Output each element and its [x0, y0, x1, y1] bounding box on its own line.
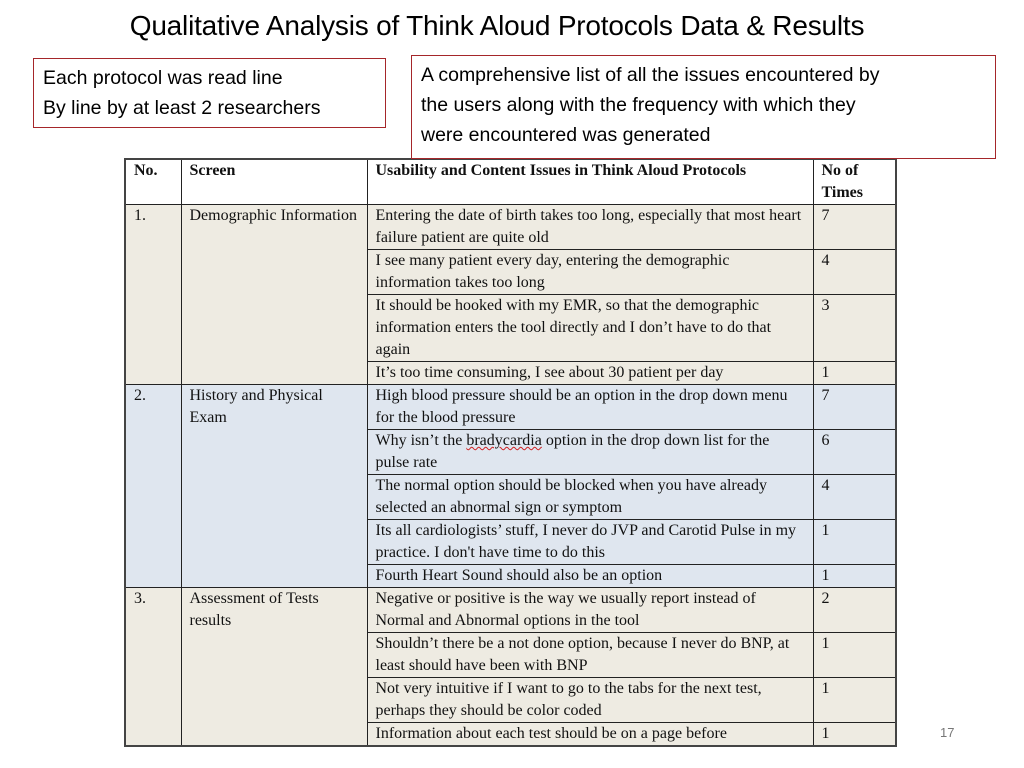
- cell-times: 4: [813, 475, 896, 520]
- cell-no: 3.: [125, 588, 181, 747]
- header-screen: Screen: [181, 159, 367, 205]
- usability-issues-table: [124, 158, 897, 747]
- cell-issue: Why isn’t the bradycardia option in the drop down list for the pulse rate: [367, 430, 813, 475]
- cell-issue: It’s too time consuming, I see about 30 patient per day: [367, 362, 813, 385]
- cell-times: 1: [813, 362, 896, 385]
- cell-times: 1: [813, 520, 896, 565]
- table-header-row: [125, 159, 896, 205]
- header-no: No.: [125, 159, 181, 205]
- slide-title: Qualitative Analysis of Think Aloud Protocols Data & Results: [129, 10, 865, 41]
- cell-times: 1: [813, 565, 896, 588]
- cell-issue: I see many patient every day, entering the demographic information takes too long: [367, 250, 813, 295]
- callout-line: the users along with the frequency with which they: [421, 94, 856, 116]
- spellcheck-word: bradycardia: [466, 432, 542, 449]
- cell-screen: History and Physical Exam: [181, 385, 367, 588]
- cell-times: 4: [813, 250, 896, 295]
- cell-times: 1: [813, 633, 896, 678]
- cell-issue: The normal option should be blocked when you have already selected an abnormal sign or symptom: [367, 475, 813, 520]
- cell-issue: Shouldn’t there be a not done option, because I never do BNP, at least should have been with BNP: [367, 633, 813, 678]
- cell-issue: Not very intuitive if I want to go to the tabs for the next test, perhaps they should be color coded: [367, 678, 813, 723]
- cell-issue: High blood pressure should be an option in the drop down menu for the blood pressure: [367, 385, 813, 430]
- table-body: [125, 205, 896, 747]
- cell-issue: Information about each test should be on a page before: [367, 723, 813, 747]
- cell-no: 2.: [125, 385, 181, 588]
- cell-no: 1.: [125, 205, 181, 385]
- cell-issue: It should be hooked with my EMR, so that the demographic information enters the tool directly and I don’t have to do that again: [367, 295, 813, 362]
- header-issues: Usability and Content Issues in Think Aloud Protocols: [367, 159, 813, 205]
- cell-screen: Assessment of Tests results: [181, 588, 367, 747]
- cell-issue: Negative or positive is the way we usually report instead of Normal and Abnormal options in the tool: [367, 588, 813, 633]
- header-times: No of Times: [813, 159, 896, 205]
- page-number: 17: [940, 725, 955, 740]
- cell-issue: Fourth Heart Sound should also be an option: [367, 565, 813, 588]
- cell-issue: Entering the date of birth takes too long, especially that most heart failure patient are quite old: [367, 205, 813, 250]
- cell-screen: Demographic Information: [181, 205, 367, 385]
- callout-line: By line by at least 2 researchers: [43, 97, 321, 119]
- cell-times: 6: [813, 430, 896, 475]
- cell-times: 1: [813, 723, 896, 747]
- cell-times: 3: [813, 295, 896, 362]
- cell-issue: Its all cardiologists’ stuff, I never do JVP and Carotid Pulse in my practice. I don't have time to do this: [367, 520, 813, 565]
- callout-line: Each protocol was read line: [43, 67, 283, 89]
- cell-times: 7: [813, 205, 896, 250]
- callout-comprehensive-list: [411, 55, 996, 159]
- callout-line: A comprehensive list of all the issues encountered by: [421, 64, 880, 86]
- table-row: [125, 588, 896, 633]
- cell-times: 2: [813, 588, 896, 633]
- callout-line: were encountered was generated: [421, 124, 711, 146]
- table-row: [125, 385, 896, 430]
- cell-times: 1: [813, 678, 896, 723]
- table-row: [125, 205, 896, 250]
- callout-read-line-by-line: [33, 58, 386, 128]
- cell-times: 7: [813, 385, 896, 430]
